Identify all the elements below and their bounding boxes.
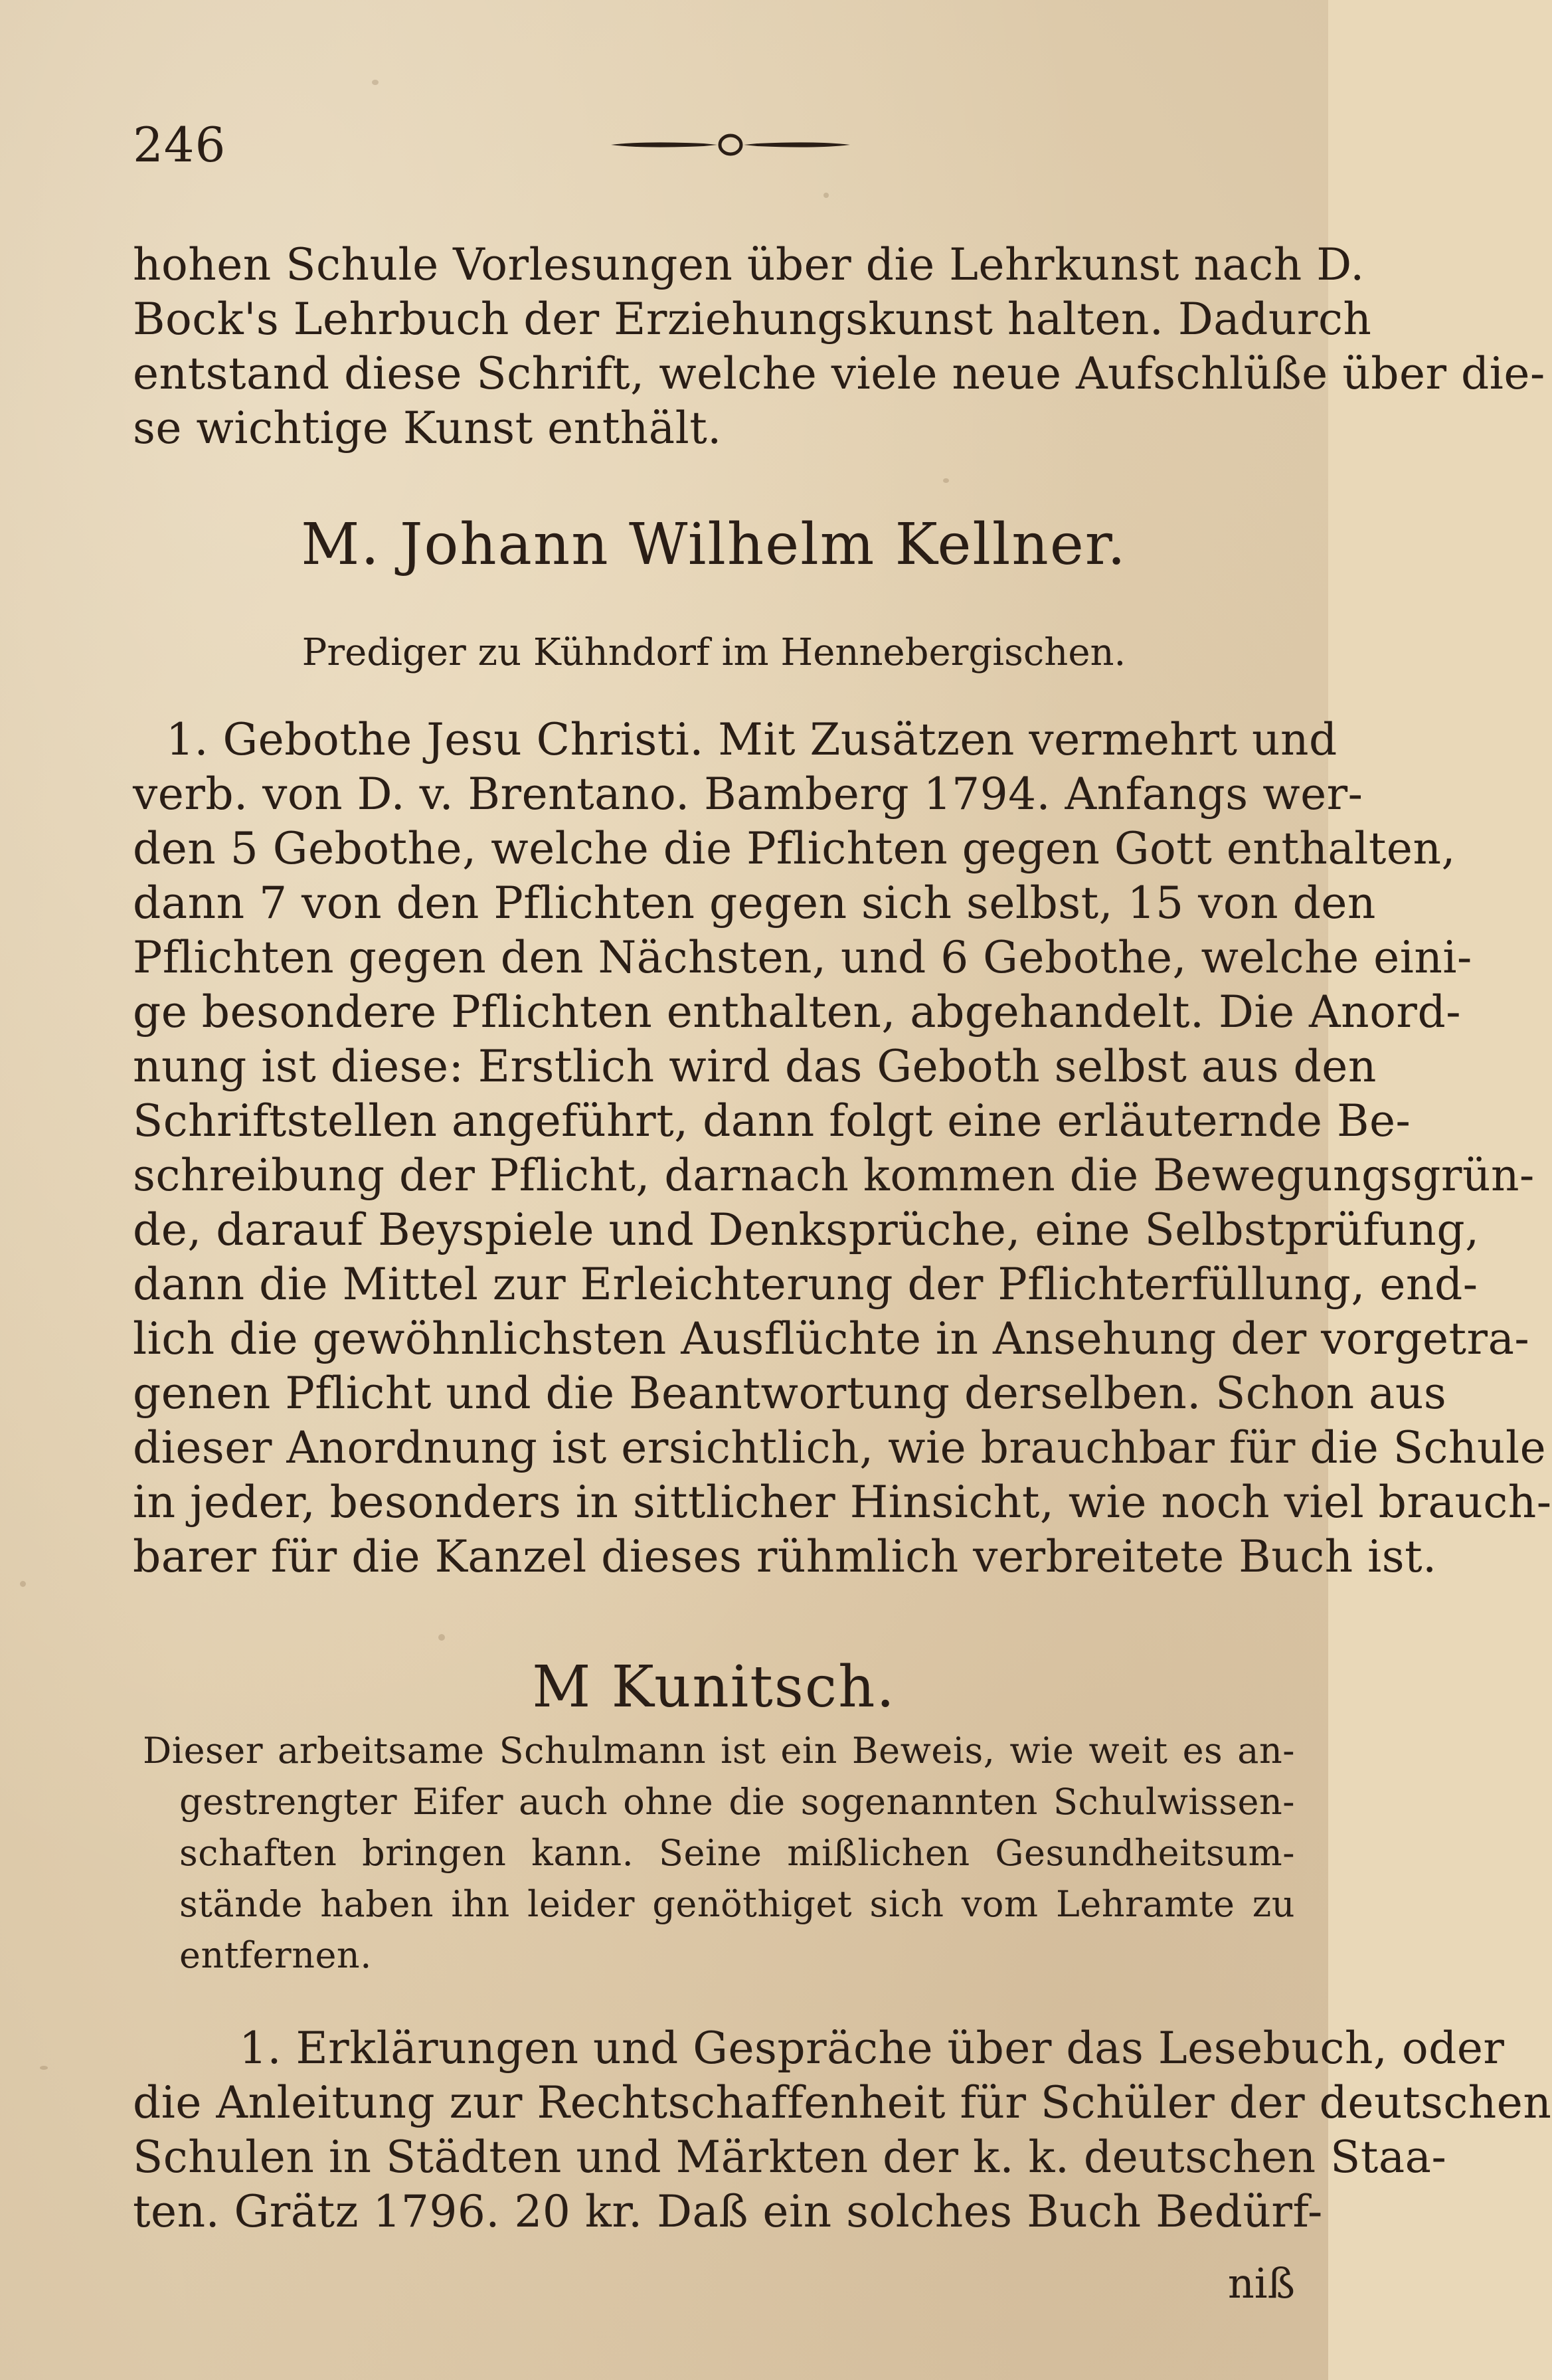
text-line: dann die Mittel zur Erleichterung der Pflichterfüllung, end- — [133, 1259, 1478, 1310]
text-line: ge besondere Pflichten enthalten, abgehandelt. Die Anord- — [133, 986, 1462, 1038]
entry-heading-kellner: M. Johann Wilhelm Kellner. — [301, 511, 1127, 578]
text-line: 1. Gebothe Jesu Christi. Mit Zusätzen vermehrt und — [166, 714, 1337, 765]
entry-subtitle-kellner: Prediger zu Kühndorf im Hennebergischen. — [302, 631, 1126, 674]
text-line: die Anleitung zur Rechtschaffenheit für Schüler der deutschen — [133, 2077, 1552, 2128]
paper-stain — [40, 2066, 48, 2070]
text-line: dieser Anordnung ist ersichtlich, wie brauchbar für die Schule — [133, 1422, 1547, 1473]
text-line: lich die gewöhnlichsten Ausflüchte in Ansehung der vorgetra- — [133, 1313, 1530, 1364]
page-header — [133, 118, 1295, 171]
text-line: hohen Schule Vorlesungen über die Lehrkunst nach D. — [133, 239, 1365, 290]
paper-stain — [438, 1634, 445, 1641]
text-line: 1. Erklärungen und Gespräche über das Lesebuch, oder — [239, 2023, 1505, 2074]
text-line: den 5 Gebothe, welche die Pflichten gegen Gott enthalten, — [133, 823, 1456, 874]
paper-stain — [943, 478, 949, 483]
text-line: stände haben ihn leider genöthiget sich vom Lehramte zu — [179, 1883, 1295, 1925]
text-line: se wichtige Kunst enthält. — [133, 403, 722, 454]
text-line: schaften bringen kann. Seine mißlichen Gesundheitsum- — [179, 1832, 1295, 1874]
text-line: Schulen in Städten und Märkten der k. k. deutschen Staa- — [133, 2132, 1447, 2183]
paper-stain — [20, 1581, 26, 1587]
text-line: nung ist diese: Erstlich wird das Geboth selbst aus den — [133, 1041, 1377, 1092]
text-line: in jeder, besonders in sittlicher Hinsicht, wie noch viel brauch- — [133, 1477, 1552, 1528]
text-line: entfernen. — [179, 1934, 372, 1976]
ornament-rule-icon — [604, 132, 857, 158]
text-line: de, darauf Beyspiele und Denksprüche, eine Selbstprüfung, — [133, 1204, 1480, 1255]
text-line: schreibung der Pflicht, darnach kommen die Bewegungsgrün- — [133, 1150, 1535, 1201]
text-line: entstand diese Schrift, welche viele neue Aufschlüße über die- — [133, 348, 1545, 399]
text-line: verb. von D. v. Brentano. Bamberg 1794. Anfangs wer- — [133, 769, 1363, 820]
text-line: Schriftstellen angeführt, dann folgt eine erläuternde Be- — [133, 1095, 1411, 1146]
text-line: Bock's Lehrbuch der Erziehungskunst halten. Dadurch — [133, 294, 1372, 345]
paper-stain — [823, 193, 829, 198]
text-line: gestrengter Eifer auch ohne die sogenannten Schulwissen- — [179, 1781, 1295, 1823]
text-line: Dieser arbeitsame Schulmann ist ein Beweis, wie weit es an- — [143, 1730, 1295, 1772]
text-line: ten. Grätz 1796. 20 kr. Daß ein solches Buch Bedürf- — [133, 2186, 1323, 2237]
entry-heading-kunitsch: M Kunitsch. — [532, 1654, 896, 1720]
text-line: Pflichten gegen den Nächsten, und 6 Gebothe, welche eini- — [133, 932, 1472, 983]
text-line: genen Pflicht und die Beantwortung derselben. Schon aus — [133, 1368, 1447, 1419]
text-line: barer für die Kanzel dieses rühmlich verbreitete Buch ist. — [133, 1531, 1437, 1582]
page-number: 246 — [133, 117, 226, 173]
catchword: niß — [1227, 2259, 1295, 2308]
paper-stain — [372, 80, 379, 85]
text-line: dann 7 von den Pflichten gegen sich selbst, 15 von den — [133, 877, 1376, 929]
